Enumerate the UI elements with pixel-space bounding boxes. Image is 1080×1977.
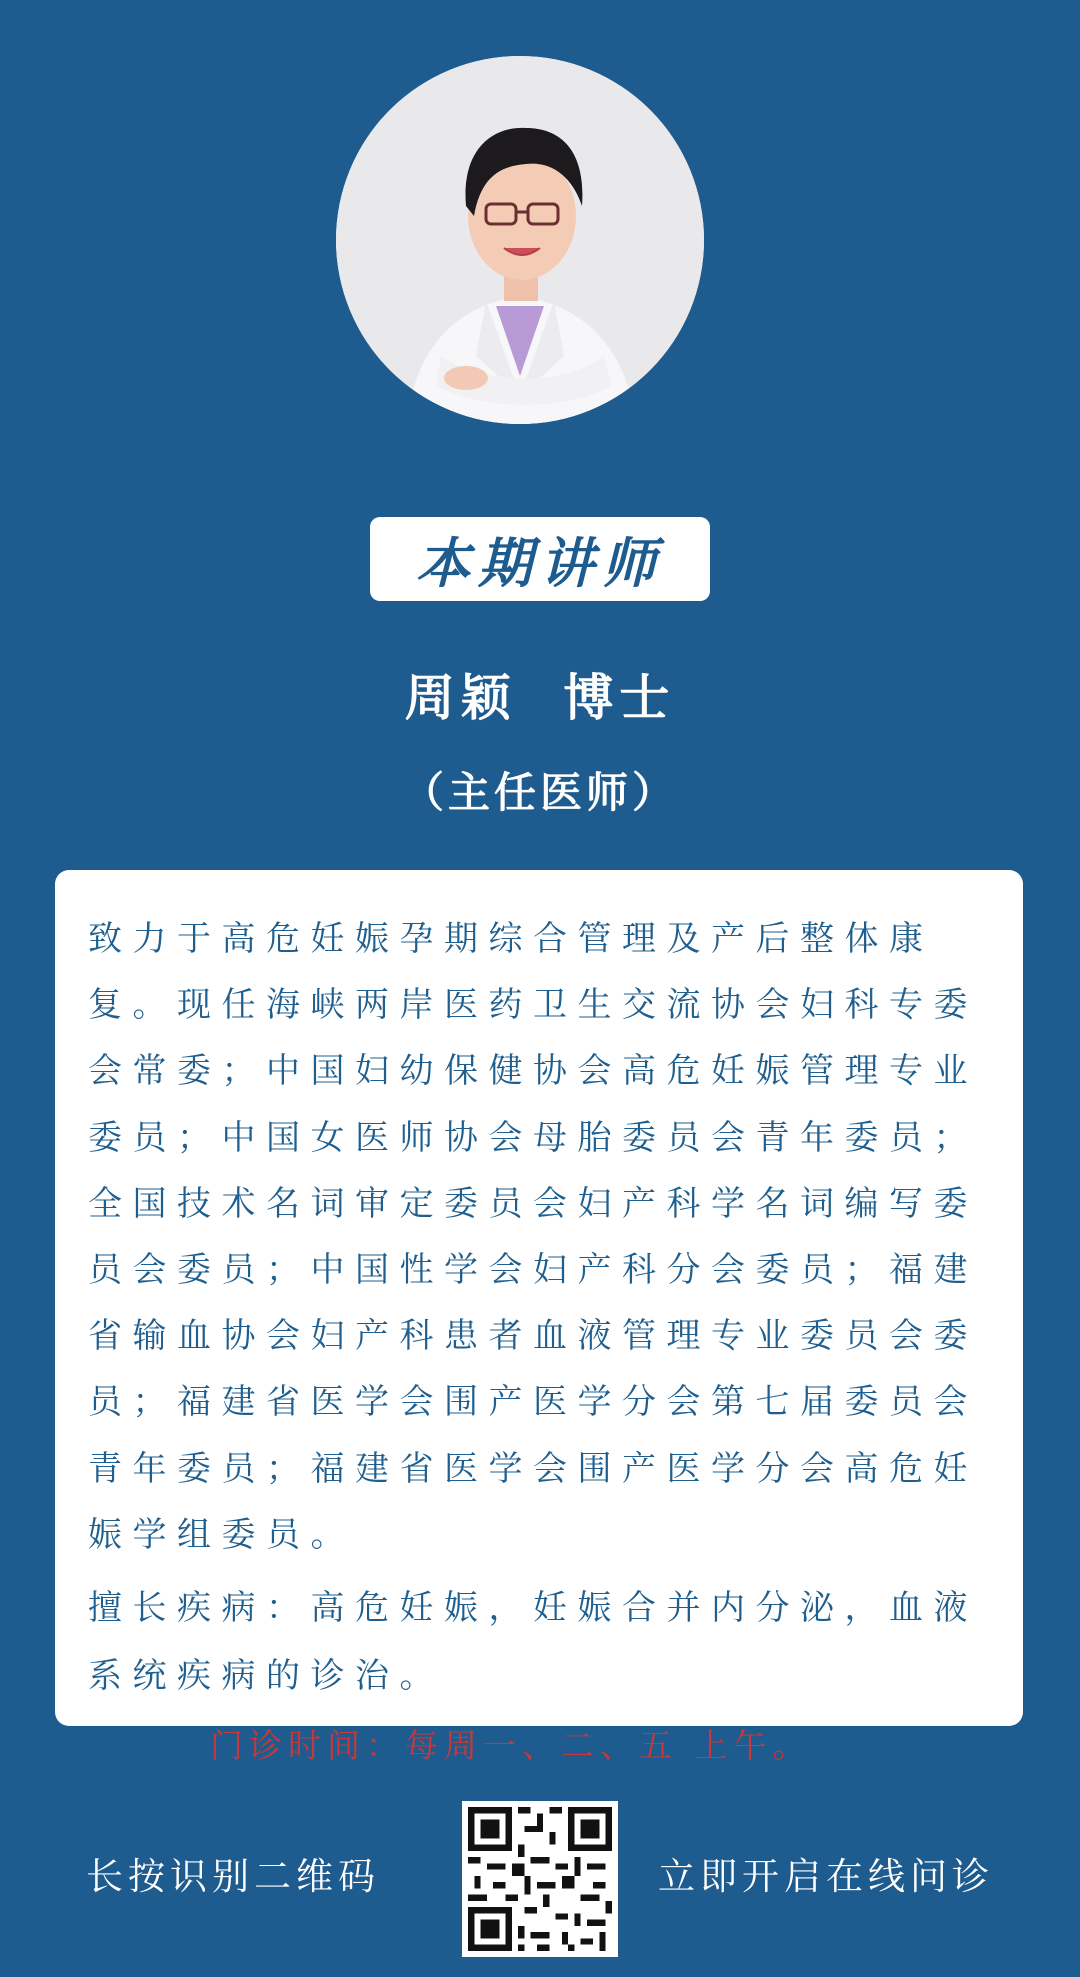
badge-label: 本期讲师 xyxy=(416,531,664,595)
lecturer-name: 周颖 博士 xyxy=(404,669,676,727)
bio-text: 致力于高危妊娠孕期综合管理及产后整体康复。现任海峡两岸医药卫生交流协会妇科专委会常委；中国妇幼保健协会高危妊娠管理专业委员；中国女医师协会母胎委员会青年委员；全国技术名词审定委员会妇产科学名词编写委员会委员；中国性学会妇产科分会委员；福建省输血协会妇产科患者血液管理专业委员会委员；福建省医学会围产医学分会第七届委员会青年委员；福建省医学会围产医学分会高危妊娠学组委员。 xyxy=(88,919,978,1555)
doctor-portrait xyxy=(336,56,704,424)
qr-code[interactable] xyxy=(462,1801,618,1957)
lecturer-title: （主任医师） xyxy=(401,768,678,817)
bio-card xyxy=(55,870,1023,1766)
specialty-text: 擅长疾病：高危妊娠，妊娠合并内分泌，血液系统疾病的诊治。 xyxy=(88,1588,978,1697)
clinic-hours: 门诊时间：每周一、二、五 上午。 xyxy=(210,1726,812,1766)
scan-hint-text: 长按识别二维码 xyxy=(86,1855,380,1898)
lecturer-badge xyxy=(370,517,710,601)
qr-code-pattern[interactable] xyxy=(462,1801,618,1957)
doctor-portrait-illustration xyxy=(336,56,704,424)
consult-hint-text: 立即开启在线问诊 xyxy=(658,1855,994,1898)
